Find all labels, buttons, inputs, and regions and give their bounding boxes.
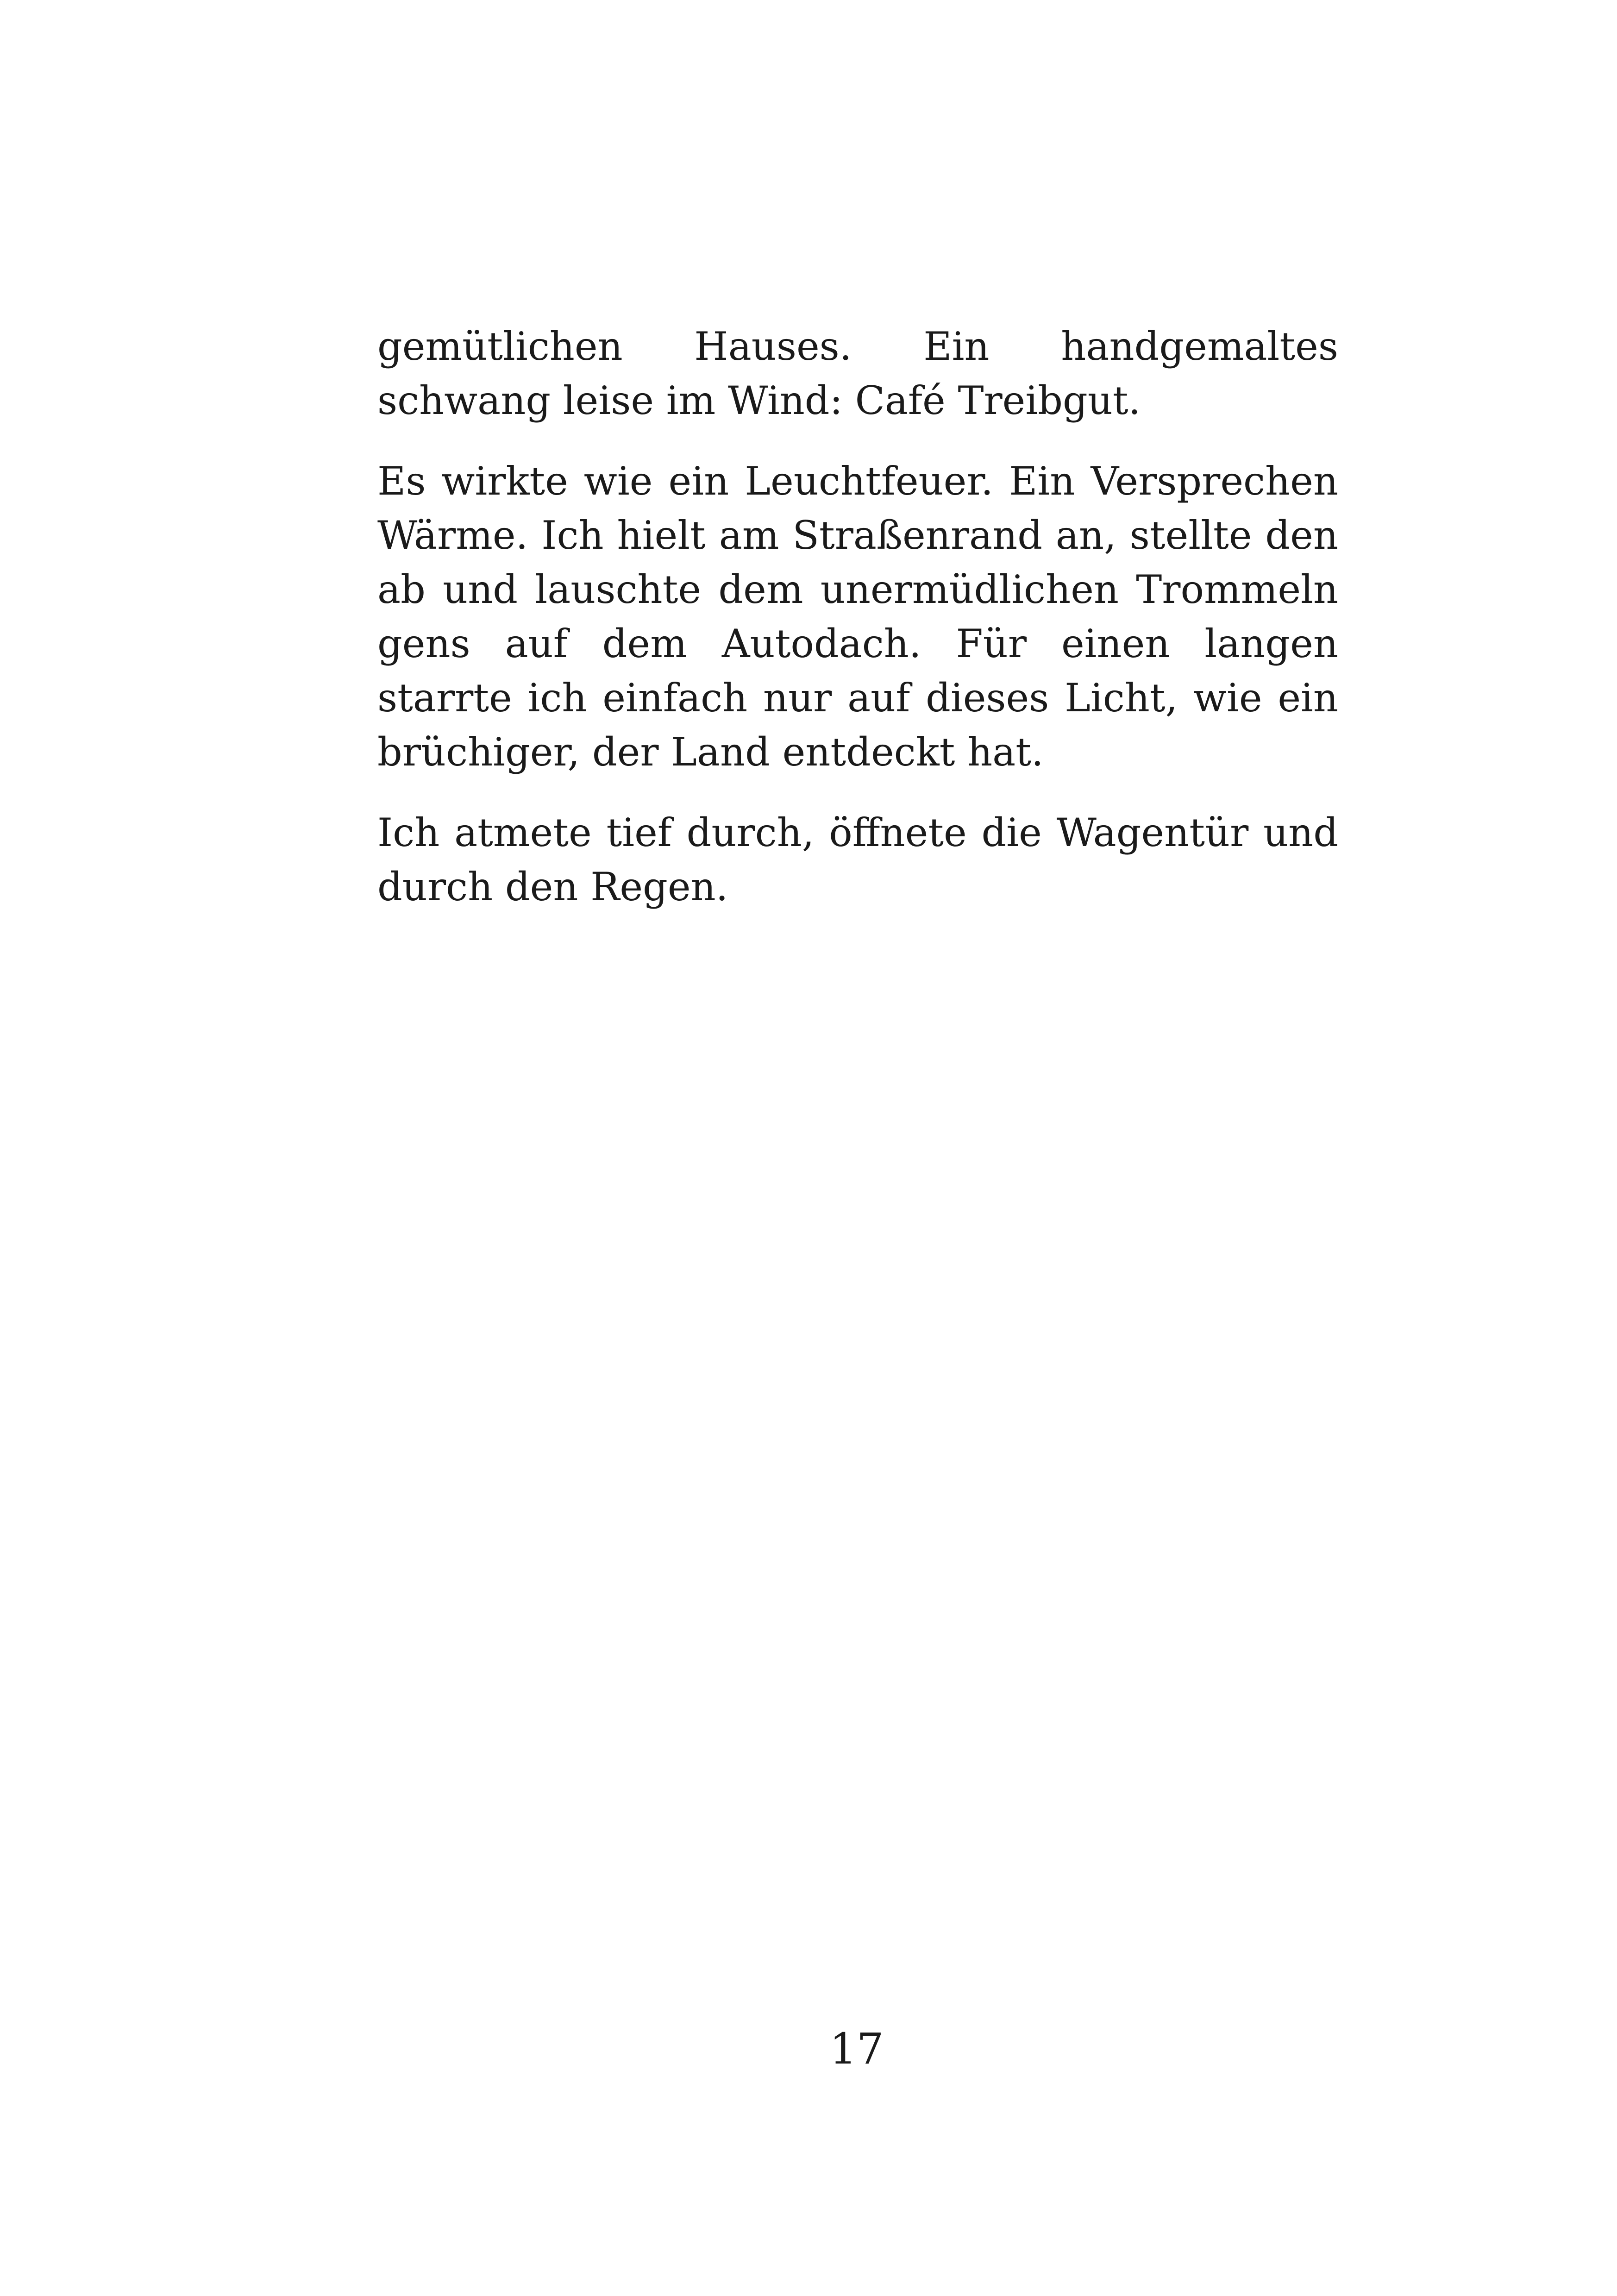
text-line: durch den Regen. [377,864,728,910]
body-text [377,320,1338,941]
text-line: Ich atmete tief durch, öffnete die Wagentür und [377,810,1338,855]
text-line: Es wirkte wie ein Leuchtfeuer. Ein Versprechen [377,458,1338,504]
page-number: 17 [829,2024,884,2074]
text-line: ab und lauschte dem unermüdlichen Trommeln [377,567,1338,612]
text-line: starrte ich einfach nur auf dieses Licht, wie ein [377,675,1338,721]
paragraph-3 [377,806,1338,914]
paragraph-1 [377,320,1338,428]
text-line: schwang leise im Wind: Café Treibgut. [377,378,1141,423]
paragraph-2 [377,454,1338,779]
text-line: gemütlichen Hauses. Ein handgemaltes [377,324,1338,369]
text-line: brüchiger, der Land entdeckt hat. [377,729,1044,775]
text-line: gens auf dem Autodach. Für einen langen [377,621,1338,666]
text-line: Wärme. Ich hielt am Straßenrand an, stellte den [377,513,1338,558]
